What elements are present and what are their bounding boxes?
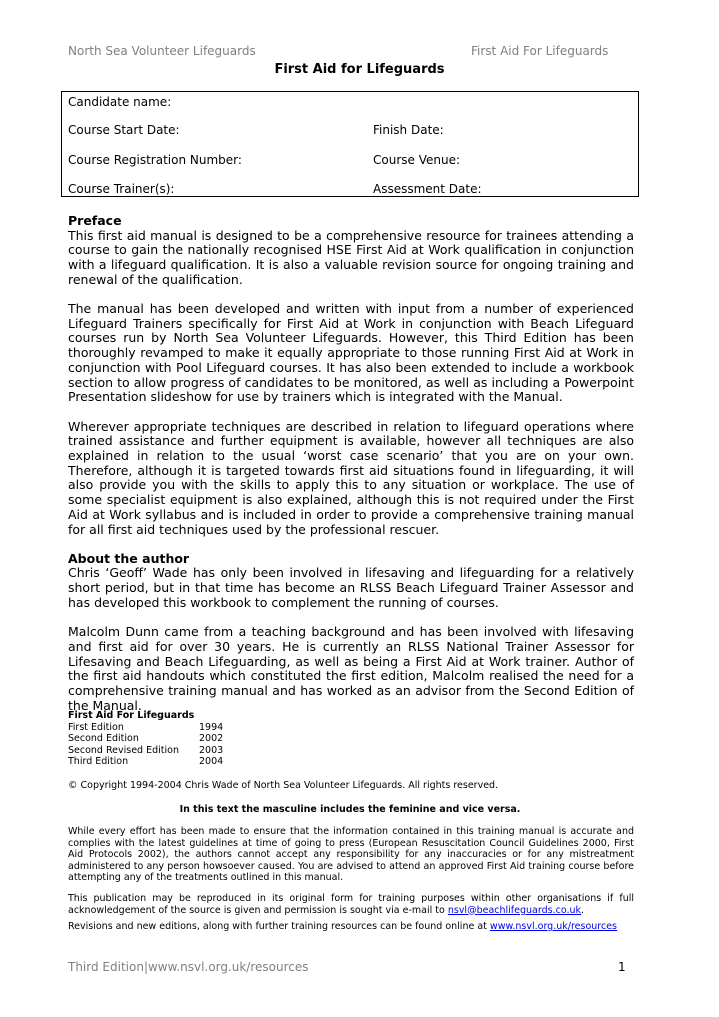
edition-year: 2002 [199,733,224,745]
copyright-notice: © Copyright 1994-2004 Chris Wade of North Sea Volunteer Lifeguards. All rights reserved. [68,780,499,791]
edition-name: Second Edition [68,733,139,745]
resources-link[interactable]: www.nsvl.org.uk/resources [489,921,617,932]
assessment-date-label: Assessment Date: [373,182,482,196]
edition-name: Third Edition [68,756,129,768]
course-start-date-label: Course Start Date: [68,123,180,137]
course-registration-label: Course Registration Number: [68,153,242,167]
masculine-includes-feminine-note: In this text the masculine includes the feminine and vice versa. [179,804,521,815]
author-paragraph-2: Malcolm Dunn came from a teaching background and has been involved with lifesaving and first aid for over 30 years. He is currently an RLSS National Trainer Assessor for Lifesaving and Beach Lifeguarding, as well as being a First Aid at Work trainer. Author of the first aid handouts which constituted the first edition, Malcolm realised the need for a comprehensive training manual and has worked as an advisor from the Second Edition of the Manual. [68,624,634,713]
revisions-text: Revisions and new editions, along with further training resources can be found online at [68,921,487,932]
edition-history-title: First Aid For Lifeguards [68,710,195,721]
preface-heading: Preface [68,213,122,228]
edition-name: First Edition [68,721,124,733]
preface-paragraph-2: The manual has been developed and written with input from a number of experienced Lifeguard Trainers specifically for First Aid at Work in conjunction with Beach Lifeguard courses run by North Sea Volunteer Lifeguards. However, this Third Edition has been thoroughly revamped to make it equally appropriate to those running First Aid at Work in conjunction with Pool Lifeguard courses. It has also been extended to include a workbook section to allow progress of candidates to be monitored, as well as including a Powerpoint Presentation slideshow for use by trainers which is integrated with the Manual. [68,301,634,405]
disclaimer-paragraph: While every effort has been made to ensure that the information contained in this training manual is accurate and complies with the latest guidelines at time of going to press (European Resuscitation Council Guidelines 2000, First Aid Protocols 2002), the authors cannot accept any responsibility for any inaccuracies or for any mistreatment administered to any person howsoever caused. You are advised to attend an approved First Aid training course before attempting any of the treatments outlined in this manual. [68,826,634,884]
edition-row [68,756,223,768]
course-venue-label: Course Venue: [373,153,461,167]
course-trainer-label: Course Trainer(s): [68,182,175,196]
edition-row [68,733,223,745]
edition-year: 2004 [199,756,224,768]
header-document-name: First Aid For Lifeguards [471,44,609,58]
preface-paragraph-1: This first aid manual is designed to be a comprehensive resource for trainees attending a course to gain the nationally recognised HSE First Aid at Work qualification in conjunction with a lifeguard qualification. It is also a valuable revision source for ongoing training and renewal of the qualification. [68,227,634,287]
revisions-paragraph [68,921,634,933]
reproduction-text: This publication may be reproduced in its original form for training purposes within other organisations if full acknowledgement of the source is given and permission is sought via e-mail to [68,893,634,916]
author-heading: About the author [68,550,190,566]
page-number: 1 [618,960,626,974]
author-paragraph-1: Chris ‘Geoff’ Wade has only been involved in lifesaving and lifeguarding for a relatively short period, but in that time has become an RLSS Beach Lifeguard Trainer Assessor and has developed this workbook to complement the running of courses. [68,565,634,610]
reproduction-end: . [581,904,585,916]
candidate-details-box [61,91,639,197]
footer-edition-url: Third Edition|www.nsvl.org.uk/resources [68,960,309,974]
edition-name: Second Revised Edition [68,744,179,756]
finish-date-label: Finish Date: [373,123,444,137]
edition-row [68,722,223,734]
page-title: First Aid for Lifeguards [274,62,445,77]
reproduction-paragraph [68,893,634,916]
header-organisation: North Sea Volunteer Lifeguards [68,44,256,58]
candidate-name-label: Candidate name: [68,95,172,109]
main-text [68,214,634,713]
edition-history [68,710,223,768]
edition-year: 2003 [199,744,224,756]
edition-year: 1994 [199,721,224,733]
edition-row [68,745,223,757]
contact-email-link[interactable]: nsvl@beachlifeguards.co.uk [447,904,582,916]
preface-paragraph-3: Wherever appropriate techniques are described in relation to lifeguard operations where trained assistance and further equipment is available, however all techniques are also explained in relation to the usual ‘worst case scenario’ that you are on your own. Therefore, although it is targeted towards first aid situations found in lifeguarding, it will also provide you with the skills to apply this to any situation or workplace. The use of some specialist equipment is also explained, although this is not required under the First Aid at Work syllabus and is included in order to provide a comprehensive training manual for all first aid techniques used by the professional rescuer. [68,418,634,537]
